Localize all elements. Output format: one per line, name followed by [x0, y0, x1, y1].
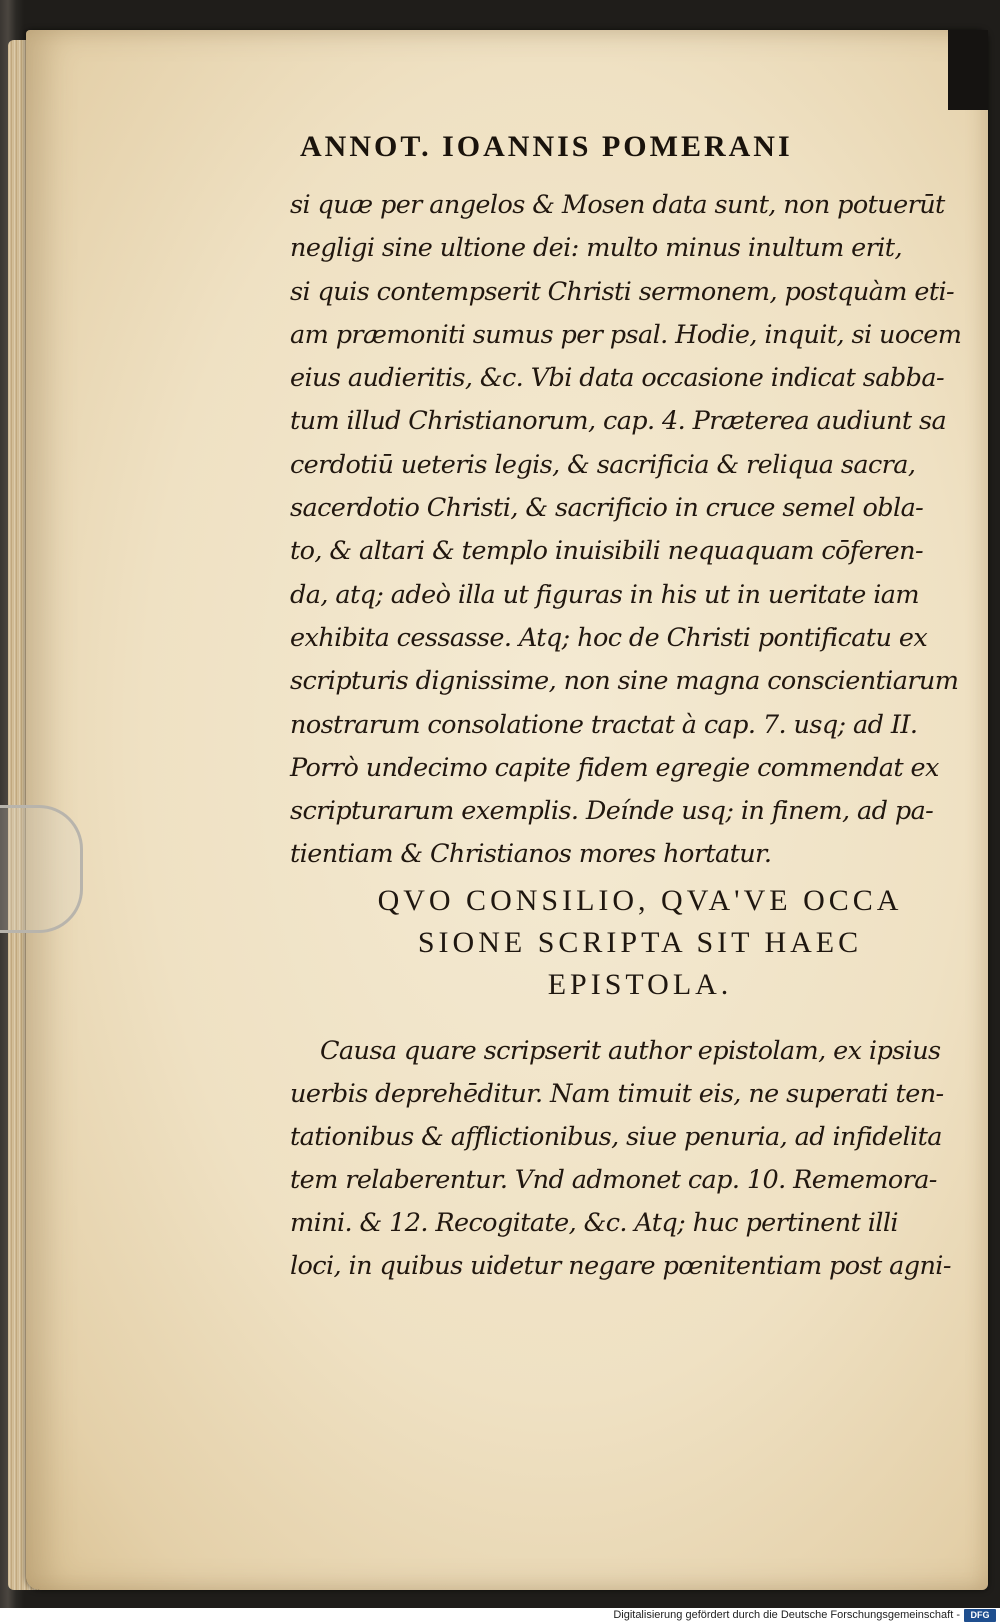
text-line: scripturis dignissime, non sine magna conscientiarum — [290, 666, 959, 697]
text-line: tientiam & Christianos mores hortatur. — [290, 839, 772, 870]
text-line: tationibus & afflictionibus, siue penuria, ad infidelita — [290, 1122, 942, 1152]
text-line: eius audieritis, &c. Vbi data occasione indicat sabba- — [290, 363, 944, 394]
dfg-logo: DFG — [964, 1609, 996, 1622]
text-line: exhibita cessasse. Atq; hoc de Christi pontificatu ex — [290, 622, 928, 653]
text-line: QVO CONSILIO, QVA'VE OCCA — [377, 884, 903, 917]
text-line: mini. & 12. Recogitate, &c. Atq; huc pertinent illi — [290, 1208, 898, 1238]
text-line: am præmoniti sumus per psal. Hodie, inquit, si uocem — [290, 319, 962, 350]
text-line: SIONE SCRIPTA SIT HAEC — [417, 926, 863, 959]
text-line: scripturarum exemplis. Deínde usq; in finem, ad pa- — [290, 796, 934, 827]
footer-credit: Digitalisierung gefördert durch die Deutsche Forschungsgemeinschaft - — [613, 1609, 960, 1621]
body-text-continued — [290, 1030, 980, 1288]
text-line: EPISTOLA. — [547, 968, 733, 1001]
text-line: loci, in quibus uidetur negare pœnitentiam post agni- — [290, 1251, 951, 1281]
digitization-footer — [0, 1608, 1000, 1624]
text-line: negligi sine ultione dei: multo minus inultum erit, — [290, 233, 902, 264]
text-line: Causa quare scripserit author epistolam, ex ipsius — [320, 1036, 941, 1066]
text-line: cerdotiū ueteris legis, & sacrificia & reliqua sacra, — [290, 449, 916, 480]
text-line: si quæ per angelos & Mosen data sunt, non potuerūt — [290, 190, 945, 220]
text-line: tum illud Christianorum, cap. 4. Præterea audiunt sa — [290, 406, 947, 437]
body-text — [290, 184, 980, 877]
text-line: si quis contempserit Christi sermonem, postquàm eti- — [290, 276, 955, 307]
page-clip — [0, 805, 83, 933]
running-head: ANNOT. IOANNIS POMERANI — [300, 130, 793, 163]
section-heading — [310, 880, 970, 1006]
text-line: sacerdotio Christi, & sacrificio in cruce semel obla- — [290, 493, 924, 524]
text-line: to, & altari & templo inuisibili nequaquam cōferen- — [290, 536, 924, 567]
scan-dark-corner — [948, 30, 988, 110]
text-line: nostrarum consolatione tractat à cap. 7. usq; ad II. — [290, 709, 918, 740]
text-line: da, atq; adeò illa ut figuras in his ut in ueritate iam — [290, 579, 919, 610]
text-line: tem relaberentur. Vnd admonet cap. 10. Rememora- — [290, 1165, 937, 1195]
text-line: Porrò undecimo capite fidem egregie commendat ex — [290, 752, 939, 783]
text-line: uerbis deprehēditur. Nam timuit eis, ne superati ten- — [290, 1079, 944, 1109]
